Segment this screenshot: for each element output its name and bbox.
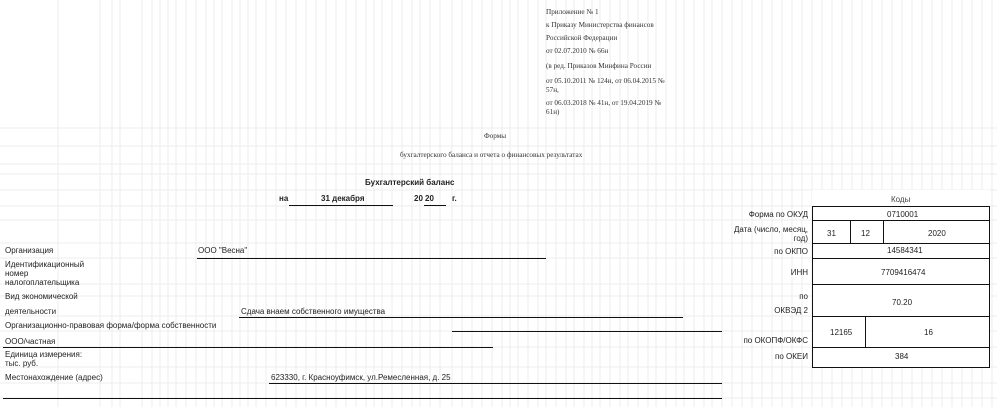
okved-label-1: по xyxy=(799,292,808,301)
codes-border xyxy=(989,206,990,368)
date-code-day[interactable]: 31 xyxy=(827,229,836,238)
date-year-underline xyxy=(424,205,446,206)
appendix-line-9: 61н) xyxy=(546,108,560,116)
okpo-value[interactable]: 14584341 xyxy=(887,246,923,255)
address-label: Местонахождение (адрес) xyxy=(5,373,103,382)
okei-label: по ОКЕИ xyxy=(775,352,808,361)
inn-label-2: номер xyxy=(5,269,29,278)
address-value[interactable]: 623330, г. Красноуфимск, ул.Ремесленная, д. 25 xyxy=(271,373,451,382)
legal-form-underline xyxy=(452,331,722,332)
org-label: Организация xyxy=(5,246,54,255)
okpo-label: по ОКПО xyxy=(774,247,808,256)
codes-header: Коды xyxy=(891,195,911,204)
org-underline xyxy=(197,258,546,259)
codes-border xyxy=(812,206,813,368)
appendix-line-4: от 02.07.2010 № 66н xyxy=(546,47,609,55)
okved-value[interactable]: 70.20 xyxy=(892,298,913,307)
codes-border xyxy=(812,206,990,207)
codes-border xyxy=(865,316,866,347)
activity-label-2: деятельности xyxy=(5,307,57,316)
date-century: 20 xyxy=(414,194,423,203)
codes-border xyxy=(850,220,851,243)
address-underline-2 xyxy=(3,398,722,399)
okud-label: Форма по ОКУД xyxy=(748,210,808,219)
okopf-label: по ОКОПФ/ОКФС xyxy=(743,336,808,345)
appendix-line-7: 57н, xyxy=(546,86,559,94)
okei-value[interactable]: 384 xyxy=(895,352,909,361)
balance-title: Бухгалтерский баланс xyxy=(365,178,455,187)
codes-border xyxy=(812,243,990,244)
activity-label-1: Вид экономической xyxy=(5,292,78,301)
inn-label-1: Идентификационный xyxy=(5,260,85,269)
legal-form-label: Организационно-правовая форма/форма собственности xyxy=(5,321,217,330)
appendix-line-6: от 05.10.2011 № 124н, от 06.04.2015 № xyxy=(546,77,665,85)
activity-underline xyxy=(239,317,683,318)
codes-border xyxy=(812,284,990,285)
appendix-line-2: к Приказу Министерства финансов xyxy=(546,21,654,29)
date-code-label-1: Дата (число, месяц, xyxy=(734,225,808,234)
codes-border xyxy=(812,367,990,368)
okved-label-2: ОКВЭД 2 xyxy=(774,306,808,315)
appendix-line-3: Российской Федерации xyxy=(546,34,618,42)
inn-value[interactable]: 7709416474 xyxy=(881,268,926,277)
legal-form-value[interactable]: ООО/частная xyxy=(5,337,56,346)
appendix-line-8: от 06.03.2018 № 41н, от 19.04.2019 № xyxy=(546,99,662,107)
forms-subtitle: бухгалтерского баланса и отчета о финансовых результатах xyxy=(400,151,583,159)
unit-label-2: тыс. руб. xyxy=(5,359,39,368)
codes-border xyxy=(812,316,990,317)
codes-border xyxy=(812,347,990,348)
org-value[interactable]: ООО "Весна" xyxy=(198,246,248,255)
codes-border xyxy=(812,258,990,259)
date-code-year[interactable]: 2020 xyxy=(928,229,946,238)
activity-value[interactable]: Сдача внаем собственного имущества xyxy=(241,307,386,316)
inn-code-label: ИНН xyxy=(790,268,808,277)
date-year[interactable]: 20 xyxy=(425,194,434,203)
codes-border xyxy=(812,220,990,221)
inn-label-3: налогоплательщика xyxy=(5,278,80,287)
appendix-line-5: (в ред. Приказов Минфина России xyxy=(546,62,652,70)
okud-value[interactable]: 0710001 xyxy=(887,210,919,219)
appendix-line-1: Приложение № 1 xyxy=(546,8,599,16)
okopf-value[interactable]: 12165 xyxy=(830,328,853,337)
address-underline xyxy=(269,383,722,384)
date-code-label-2: год) xyxy=(793,234,808,243)
legal-form-value-underline xyxy=(3,347,493,348)
date-day-month-underline xyxy=(289,205,393,206)
forms-title: Формы xyxy=(484,132,507,140)
date-prefix: на xyxy=(279,194,289,203)
unit-label-1: Единица измерения: xyxy=(5,350,83,359)
okfs-value[interactable]: 16 xyxy=(924,328,933,337)
date-suffix: г. xyxy=(452,194,457,203)
codes-border xyxy=(883,220,884,243)
date-code-month[interactable]: 12 xyxy=(861,229,870,238)
date-day-month[interactable]: 31 декабря xyxy=(321,194,365,203)
